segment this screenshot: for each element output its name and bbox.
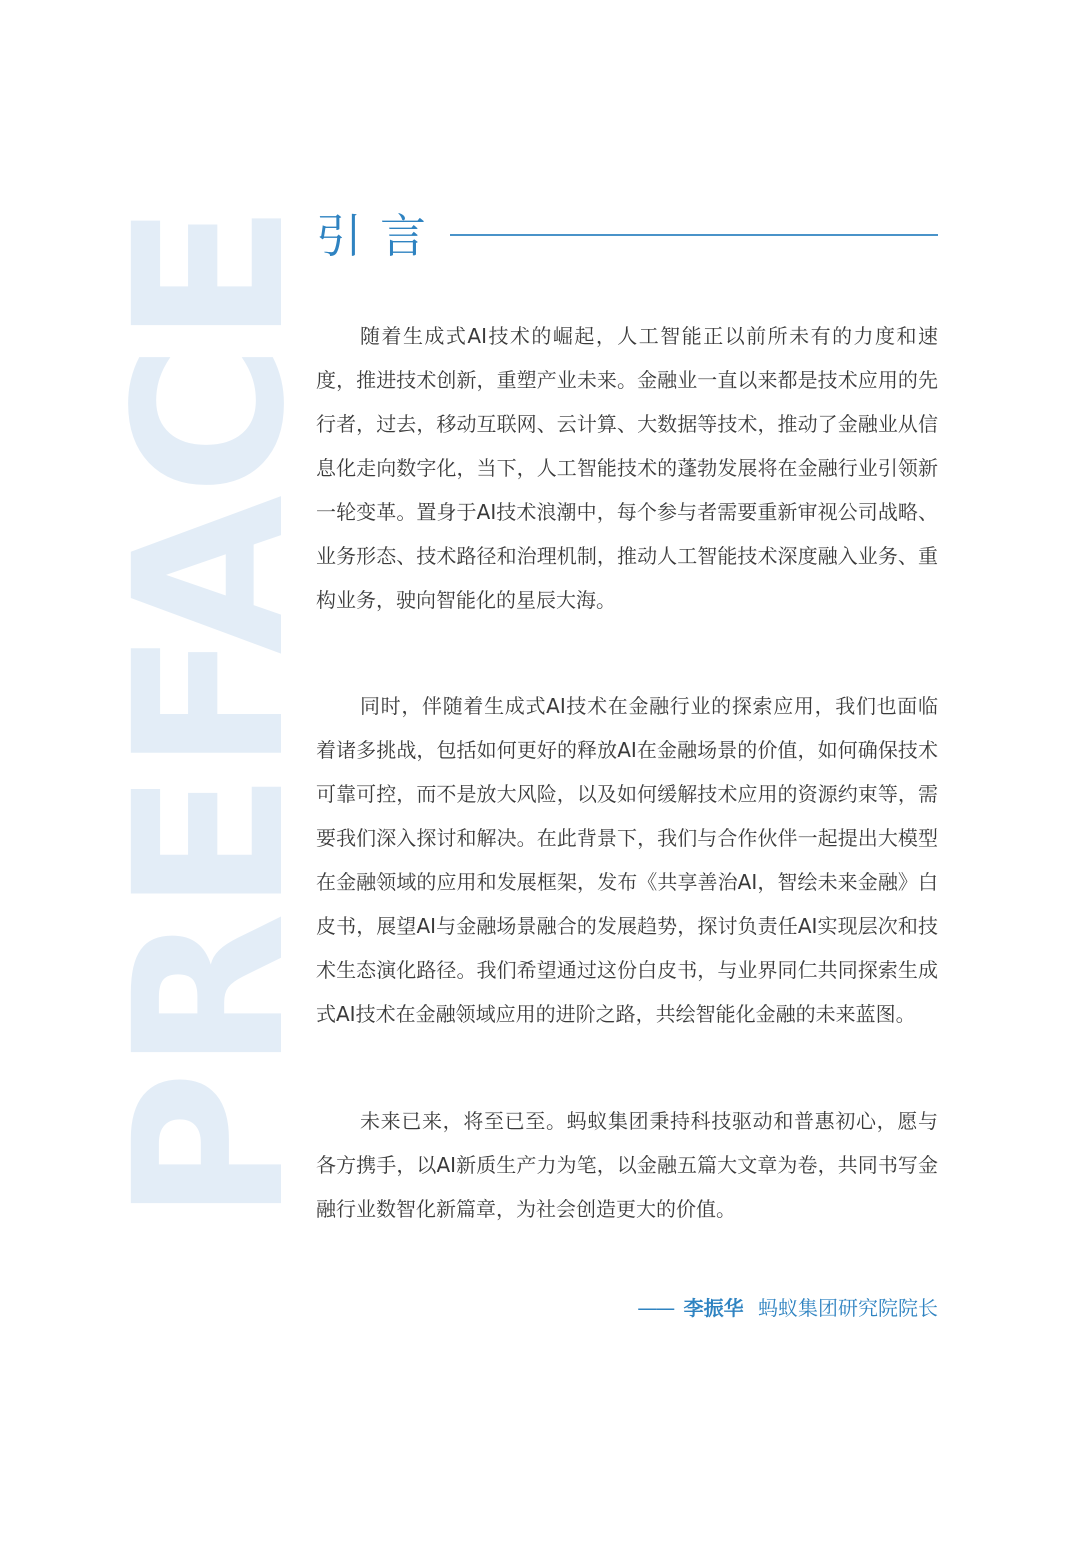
preface-watermark: PREFACE (90, 203, 330, 1222)
title-rule (450, 234, 938, 236)
page-title: 引言 (316, 209, 444, 263)
signature-dash: —— (637, 1296, 674, 1320)
signature-role: 蚂蚁集团研究院院长 (758, 1296, 938, 1320)
title-row (316, 205, 938, 267)
paragraph-3: 未来已来，将至已至。蚂蚁集团秉持科技驱动和普惠初心，愿与各方携手，以AI新质生产力为笔，以金融五篇大文章为卷，共同书写金融行业数智化新篇章，为社会创造更大的价值。 (316, 1109, 938, 1221)
signature-name: 李振华 (683, 1296, 744, 1320)
paragraph-2: 同时，伴随着生成式AI技术在金融行业的探索应用，我们也面临着诸多挑战，包括如何更好的释放AI在金融场景的价值，如何确保技术可靠可控，而不是放大风险，以及如何缓解技术应用的资源约束等，需要我们深入探讨和解决。在此背景下，我们与合作伙伴一起提出大模型在金融领域的应用和发展框架，发布《共享善治AI，智绘未来金融》白皮书，展望AI与金融场景融合的发展趋势，探讨负责任AI实现层次和技术生态演化路径。我们希望通过这份白皮书，与业界同仁共同探索生成式AI技术在金融领域应用的进阶之路，共绘智能化金融的未来蓝图。 (316, 694, 938, 1026)
signature (637, 1290, 938, 1326)
paragraph-1: 随着生成式AI技术的崛起，人工智能正以前所未有的力度和速度，推进技术创新，重塑产业未来。金融业一直以来都是技术应用的先行者，过去，移动互联网、云计算、大数据等技术，推动了金融业从信息化走向数字化，当下，人工智能技术的蓬勃发展将在金融行业引领新一轮变革。置身于AI技术浪潮中，每个参与者需要重新审视公司战略、业务形态、技术路径和治理机制，推动人工智能技术深度融入业务、重构业务，驶向智能化的星辰大海。 (316, 324, 938, 612)
